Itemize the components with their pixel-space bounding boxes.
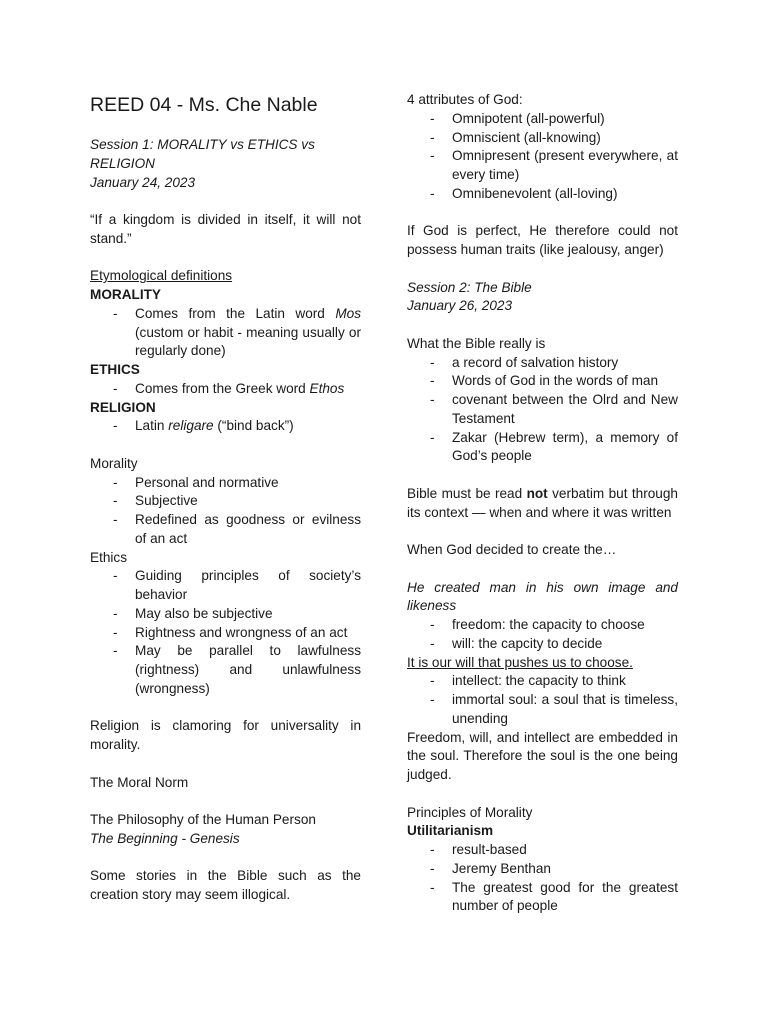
create-line: When God decided to create the… — [407, 542, 617, 557]
ethics-label: Ethics — [90, 549, 128, 565]
list-item — [90, 380, 361, 399]
soul-paragraph: Freedom, will, and intellect are embedded in the soul. Therefore the soul is the one being judged. — [407, 729, 678, 782]
list-item: - Redefined as goodness or evilness of an act — [90, 511, 361, 549]
list-item: - Omnipotent (all-powerful) — [407, 110, 678, 129]
list-item: - Words of God in the words of man — [407, 372, 678, 391]
bible-list — [407, 354, 678, 467]
list-item: - May also be subjective — [90, 605, 361, 624]
page-title: REED 04 - Ms. Che Nable — [90, 94, 318, 116]
session1-title: Session 1: MORALITY vs ETHICS vs RELIGION — [90, 137, 315, 171]
read-text: verbatim but through its context — when and where it was written — [407, 485, 678, 520]
session2-date: January 26, 2023 — [407, 298, 513, 314]
definition-text: (“bind back”) — [213, 418, 294, 434]
ethics-definition-list — [90, 380, 361, 399]
bible-heading: What the Bible really is — [407, 335, 546, 351]
list-item: - will: the capcity to decide — [407, 635, 678, 654]
list-item: - May be parallel to lawfulness (rightness) and unlawfulness (wrongness) — [90, 642, 361, 698]
etymological-heading: Etymological definitions — [90, 268, 233, 284]
ethics-heading: ETHICS — [90, 362, 140, 377]
stories-paragraph: Some stories in the Bible such as the creation story may seem illogical. — [90, 868, 361, 902]
religion-paragraph: Religion is clamoring for universality in morality. — [90, 718, 361, 752]
definition-text: Comes from the Latin word — [135, 305, 336, 321]
attributes-heading: 4 attributes of God: — [407, 92, 523, 107]
morality-heading: MORALITY — [90, 287, 161, 302]
list-item: - Personal and normative — [90, 474, 361, 493]
definition-term: Mos — [335, 305, 361, 321]
left-column — [90, 91, 361, 905]
quote: “If a kingdom is divided in itself, it will not stand.” — [90, 212, 361, 246]
utilitarianism-heading: Utilitarianism — [407, 823, 494, 839]
list-item: - Jeremy Benthan — [407, 860, 678, 879]
read-text: Bible must be read — [407, 485, 527, 501]
moral-norm-line: The Moral Norm — [90, 774, 189, 790]
session2-title: Session 2: The Bible — [407, 279, 532, 295]
list-item: - covenant between the Olrd and New Testament — [407, 391, 678, 429]
morality-definition-list — [90, 305, 361, 361]
definition-text: Latin — [135, 418, 169, 434]
perfect-paragraph: If God is perfect, He therefore could not possess human traits (like jealousy, anger) — [407, 223, 678, 257]
definition-text: Comes from the Greek word — [135, 380, 310, 396]
list-item: - Guiding principles of society’s behavior — [90, 567, 361, 605]
list-item: - Subjective — [90, 492, 361, 511]
list-item: - Rightness and wrongness of an act — [90, 624, 361, 643]
read-paragraph — [407, 485, 678, 523]
list-item: - immortal soul: a soul that is timeless, unending — [407, 691, 678, 729]
list-item: - freedom: the capacity to choose — [407, 616, 678, 635]
utilitarianism-list — [407, 841, 678, 916]
list-item: - intellect: the capacity to think — [407, 672, 678, 691]
right-column — [407, 91, 678, 916]
session1-date: January 24, 2023 — [90, 174, 196, 190]
morality-list — [90, 474, 361, 549]
definition-text: (custom or habit - meaning usually or regularly done) — [135, 324, 361, 359]
list-item: - Zakar (Hebrew term), a memory of God’s people — [407, 429, 678, 467]
definition-term: religare — [168, 418, 214, 434]
philosophy-line: The Philosophy of the Human Person — [90, 812, 316, 827]
list-item: - The greatest good for the greatest number of people — [407, 879, 678, 917]
image-list — [407, 616, 678, 654]
attributes-list — [407, 110, 678, 204]
list-item: - Omnipresent (present everywhere, at every time) — [407, 147, 678, 185]
list-item: - result-based — [407, 841, 678, 860]
list-item — [90, 417, 361, 436]
ethics-list — [90, 567, 361, 698]
list-item: - Omnibenevolent (all-loving) — [407, 185, 678, 204]
intellect-list — [407, 672, 678, 728]
principles-heading: Principles of Morality — [407, 804, 533, 820]
religion-definition-list — [90, 417, 361, 436]
read-emphasis: not — [526, 485, 548, 501]
list-item: - Omniscient (all-knowing) — [407, 129, 678, 148]
will-line: It is our will that pushes us to choose. — [407, 654, 633, 670]
morality-label: Morality — [90, 455, 138, 471]
religion-heading: RELIGION — [90, 399, 156, 415]
beginning-line: The Beginning - Genesis — [90, 830, 240, 846]
list-item — [90, 305, 361, 361]
list-item: - a record of salvation history — [407, 354, 678, 373]
definition-term: Ethos — [309, 380, 345, 396]
image-line: He created man in his own image and likeness — [407, 579, 678, 614]
